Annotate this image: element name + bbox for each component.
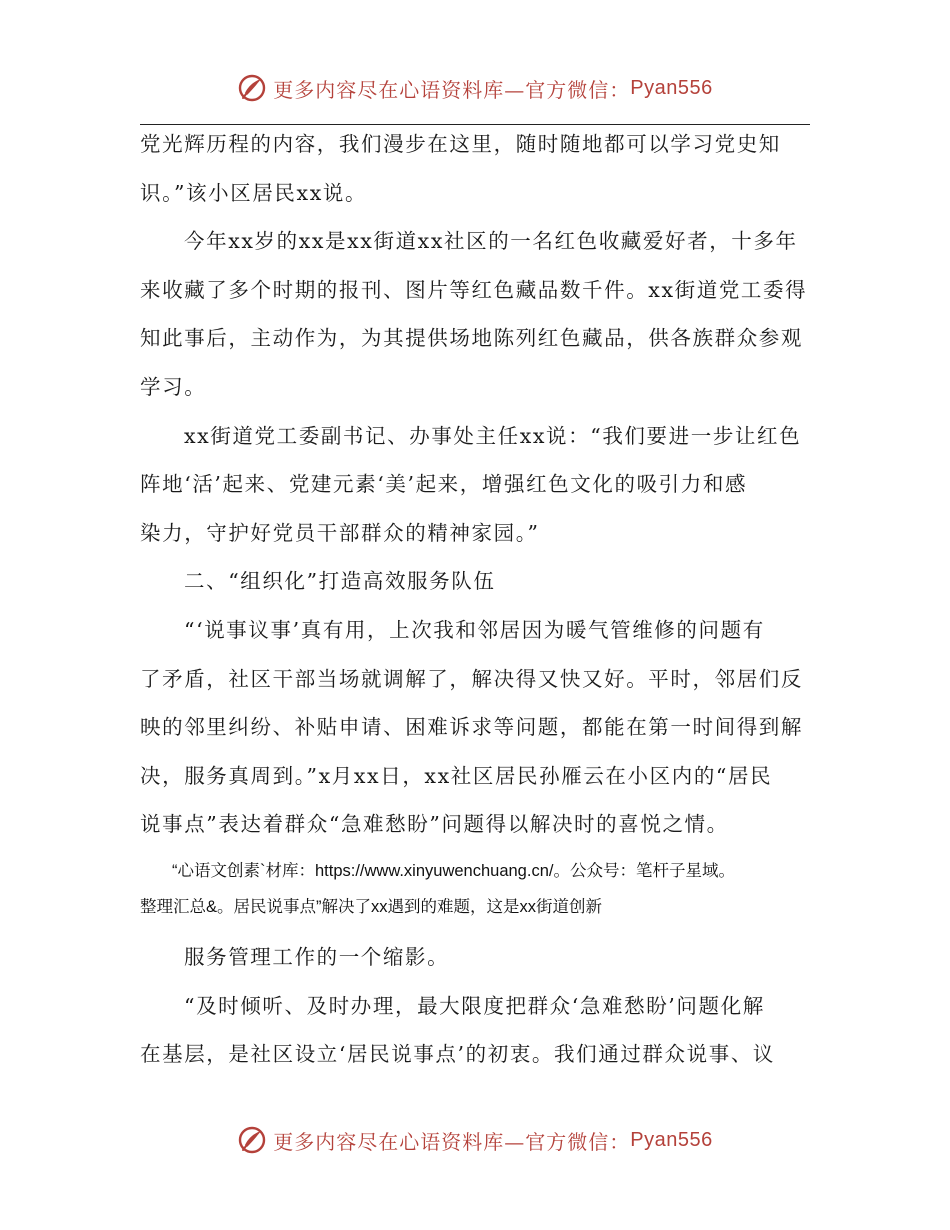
body-line: 今年xx岁的xx是xx街道xx社区的一名红色收藏爱好者，十多年: [184, 229, 798, 254]
body-line: xx街道党工委副书记、办事处主任xx说：“我们要进一步让红色: [184, 423, 802, 448]
body-line: 了矛盾，社区干部当场就调解了，解决得又快又好。平时，邻居们反: [140, 666, 803, 691]
body-line: “及时倾听、及时办理，最大限度把群众‘急难愁盼’问题化解: [184, 993, 765, 1018]
inserted-ad-line: “心语文创素`材库：https://www.xinyuwenchuang.cn/。公众号：笔杆子星域。: [172, 861, 735, 880]
body-line: “‘说事议事’真有用，上次我和邻居因为暖气管维修的问题有: [184, 617, 765, 642]
header-brand-handle: Pyan556: [630, 76, 713, 99]
body-line: 决，服务真周到。”x月xx日，xx社区居民孙雁云在小区内的“居民: [140, 763, 773, 788]
quill-seal-logo-icon: [237, 73, 267, 103]
body-line: 服务管理工作的一个缩影。: [184, 944, 450, 969]
footer-brand-text: 更多内容尽在心语资料库—官方微信：: [273, 1129, 631, 1154]
body-line: 学习。: [140, 374, 207, 399]
body-line: 党光辉历程的内容，我们漫步在这里，随时随地都可以学习党史知: [140, 132, 781, 156]
footer-watermark: [0, 1120, 950, 1160]
quill-seal-logo-icon: [237, 1125, 267, 1155]
document-body: [140, 120, 810, 1079]
body-line: 染力，守护好党员干部群众的精神家园。”: [140, 520, 540, 545]
body-line: 映的邻里纠纷、补贴申请、困难诉求等问题，都能在第一时间得到解: [140, 715, 803, 740]
section-heading: 二、“组织化”打造高效服务队伍: [184, 569, 496, 594]
header-watermark: [0, 68, 950, 108]
inserted-ad-line: 整理汇总&。居民说事点”解决了xx遇到的难题，这是xx街道创新: [140, 897, 602, 916]
body-line: 在基层，是社区设立‘居民说事点’的初衷。我们通过群众说事、议: [140, 1042, 776, 1067]
header-brand-text: 更多内容尽在心语资料库—官方微信：: [273, 77, 631, 102]
body-line: 来收藏了多个时期的报刊、图片等红色藏品数千件。xx街道党工委得: [140, 277, 808, 302]
footer-brand-handle: Pyan556: [630, 1128, 713, 1151]
body-line: 阵地‘活’起来、党建元素‘美’起来，增强红色文化的吸引力和感: [140, 472, 748, 497]
body-line: 识。”该小区居民xx说。: [140, 180, 368, 205]
body-line: 知此事后，主动作为，为其提供场地陈列红色藏品，供各族群众参观: [140, 326, 803, 351]
body-line: 说事点”表达着群众“急难愁盼”问题得以解决时的喜悦之情。: [140, 812, 729, 837]
